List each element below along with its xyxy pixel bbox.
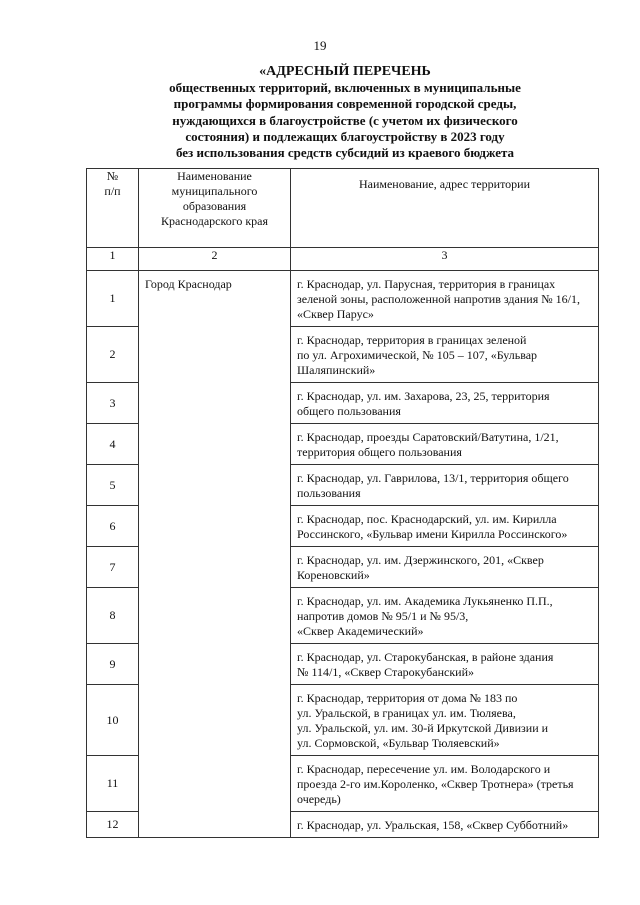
column-number-row (87, 248, 599, 271)
address-line: г. Краснодар, территория от дома № 183 по (297, 691, 518, 705)
address-line: г. Краснодар, проезды Саратовский/Ватутина, 1/21, (297, 430, 559, 444)
address-line: г. Краснодар, ул. Старокубанская, в районе здания (297, 650, 554, 664)
title-line: общественных территорий, включенных в муниципальные (169, 80, 521, 96)
title-line: программы формирования современной городской среды, (173, 96, 517, 112)
header-municipality: Наименование муниципального образования Краснодарского края (139, 169, 291, 248)
address-line: пользования (297, 486, 361, 500)
territory-address (291, 424, 599, 465)
address-line: территория общего пользования (297, 445, 462, 459)
territory-address (291, 327, 599, 383)
page-number: 19 (313, 38, 327, 53)
territory-address (291, 547, 599, 588)
address-line: г. Краснодар, ул. Гаврилова, 13/1, территория общего (297, 471, 569, 485)
header-address: Наименование, адрес территории (291, 169, 599, 248)
address-line: очередь) (297, 792, 341, 806)
address-line: Шаляпинский» (297, 363, 376, 377)
territory-address (291, 271, 599, 327)
territory-address (291, 383, 599, 424)
address-line: ул. Уральской, ул. им. 30-й Иркутской Дивизии и (297, 721, 549, 735)
address-line: Россинского, «Бульвар имени Кирилла Россинского» (297, 527, 568, 541)
column-number: 1 (87, 248, 139, 271)
address-line: г. Краснодар, ул. Парусная, территория в границах (297, 277, 556, 291)
title-line: без использования средств субсидий из краевого бюджета (175, 145, 515, 161)
address-line: общего пользования (297, 404, 401, 418)
document-title (100, 64, 590, 161)
column-number: 3 (291, 248, 599, 271)
row-number: 6 (87, 506, 139, 547)
table-header-row (87, 169, 599, 248)
territory-address (291, 685, 599, 756)
address-line: г. Краснодар, ул. им. Дзержинского, 201, «Сквер (297, 553, 544, 567)
territory-address (291, 812, 599, 838)
column-number: 2 (139, 248, 291, 271)
address-line: проезда 2-го им.Короленко, «Сквер Тротнера» (третья (297, 777, 574, 791)
territory-address (291, 756, 599, 812)
table-row (87, 271, 599, 327)
address-line: г. Краснодар, ул. им. Захарова, 23, 25, территория (297, 389, 550, 403)
title-line: состояния) и подлежащих благоустройству в 2023 году (185, 128, 505, 144)
row-number: 7 (87, 547, 139, 588)
row-number: 8 (87, 588, 139, 644)
municipality-name: Город Краснодар (139, 271, 291, 838)
territory-address (291, 506, 599, 547)
header-num: № п/п (87, 169, 139, 248)
address-line: напротив домов № 95/1 и № 95/3, (297, 609, 469, 623)
address-line: г. Краснодар, ул. Уральская, 158, «Сквер Субботний» (297, 818, 569, 832)
address-line: г. Краснодар, территория в границах зеленой (297, 333, 527, 347)
row-number: 3 (87, 383, 139, 424)
address-line: по ул. Агрохимической, № 105 – 107, «Бульвар (297, 348, 538, 362)
title-line: «АДРЕСНЫЙ ПЕРЕЧЕНЬ (259, 64, 431, 79)
row-number: 2 (87, 327, 139, 383)
row-number: 5 (87, 465, 139, 506)
row-number: 11 (87, 756, 139, 812)
address-line: г. Краснодар, ул. им. Академика Лукьяненко П.П., (297, 594, 553, 608)
territory-address (291, 465, 599, 506)
row-number: 4 (87, 424, 139, 465)
address-table (86, 168, 599, 838)
row-number: 9 (87, 644, 139, 685)
address-line: г. Краснодар, пересечение ул. им. Володарского и (297, 762, 551, 776)
row-number: 10 (87, 685, 139, 756)
address-line: «Сквер Парус» (297, 307, 374, 321)
address-line: Кореновский» (297, 568, 370, 582)
row-number: 12 (87, 812, 139, 838)
address-line: зеленой зоны, расположенной напротив здания № 16/1, (297, 292, 580, 306)
address-line: «Сквер Академический» (297, 624, 424, 638)
address-line: ул. Сормовской, «Бульвар Тюляевский» (297, 736, 500, 750)
address-line: г. Краснодар, пос. Краснодарский, ул. им. Кирилла (297, 512, 557, 526)
territory-address (291, 588, 599, 644)
title-line: нуждающихся в благоустройстве (с учетом их физического (172, 112, 518, 128)
territory-address (291, 644, 599, 685)
address-line: ул. Уральской, в границах ул. им. Тюляева, (297, 706, 516, 720)
address-line: № 114/1, «Сквер Старокубанский» (297, 665, 475, 679)
row-number: 1 (87, 271, 139, 327)
